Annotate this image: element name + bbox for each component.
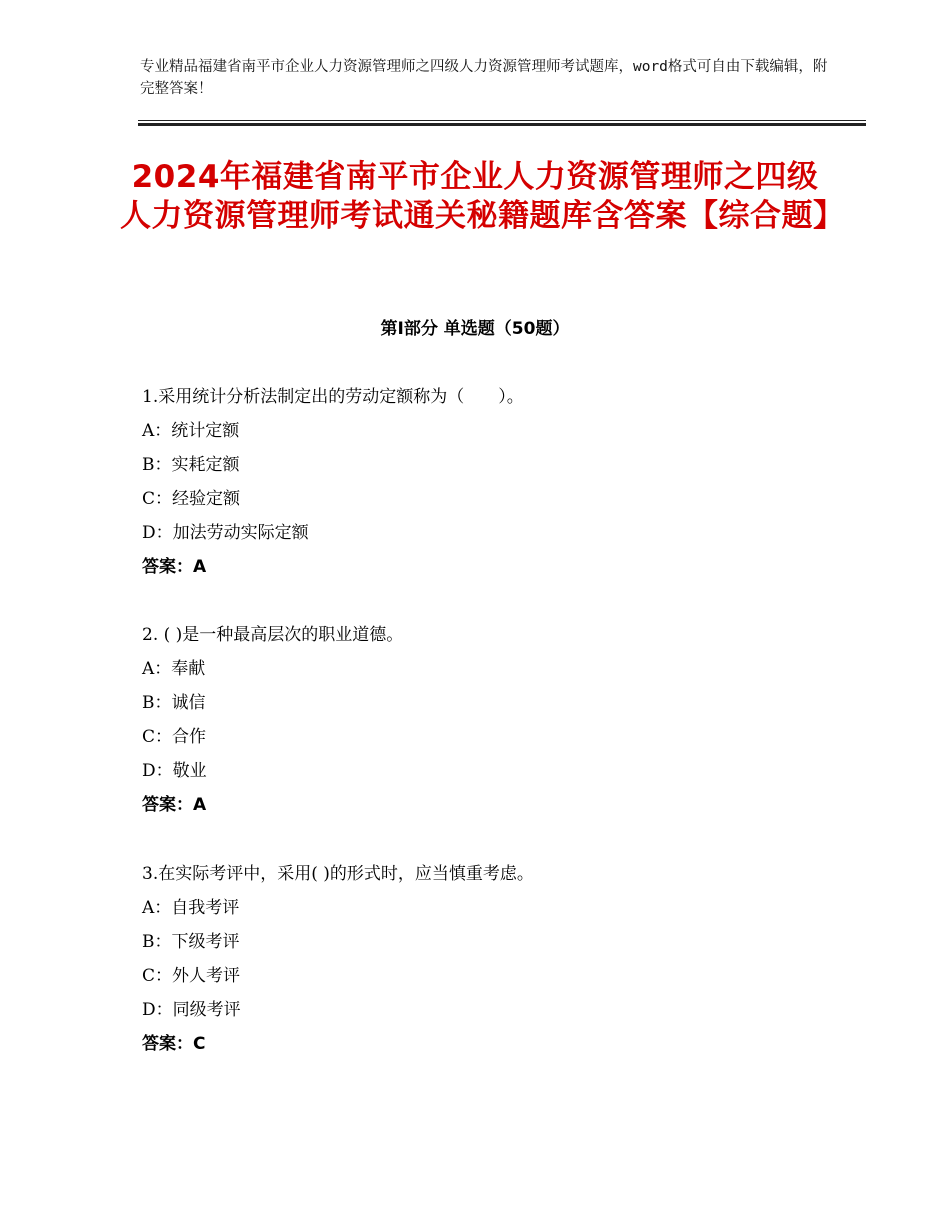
answer: 答案：C bbox=[142, 1034, 206, 1054]
option-c: C：经验定额 bbox=[142, 489, 241, 509]
option-d: D：敬业 bbox=[142, 761, 207, 781]
question-stem: 2. ( )是一种最高层次的职业道德。 bbox=[142, 625, 404, 645]
option-b: B：实耗定额 bbox=[142, 455, 240, 475]
option-d: D：加法劳动实际定额 bbox=[142, 523, 309, 543]
question-stem: 1.采用统计分析法制定出的劳动定额称为（ ）。 bbox=[142, 387, 524, 407]
option-d: D：同级考评 bbox=[142, 1000, 241, 1020]
option-a: A：自我考评 bbox=[142, 898, 240, 918]
option-a: A：奉献 bbox=[142, 659, 206, 679]
header-note: 专业精品福建省南平市企业人力资源管理师之四级人力资源管理师考试题库，word格式可自由下载编辑，附完整答案！ bbox=[140, 59, 828, 97]
option-c: C：合作 bbox=[142, 727, 207, 747]
question-1 bbox=[142, 380, 842, 584]
question-stem: 3.在实际考评中，采用( )的形式时，应当慎重考虑。 bbox=[142, 864, 534, 884]
document-title: 2024年福建省南平市企业人力资源管理师之四级人力资源管理师考试通关秘籍题库含答案【综合题】 bbox=[120, 159, 845, 234]
question-3 bbox=[142, 857, 842, 1061]
section-title: 第Ⅰ部分 单选题（50题） bbox=[380, 319, 570, 339]
header-divider-thin bbox=[138, 120, 866, 121]
question-2 bbox=[142, 618, 842, 822]
option-b: B：诚信 bbox=[142, 693, 206, 713]
option-b: B：下级考评 bbox=[142, 932, 240, 952]
option-c: C：外人考评 bbox=[142, 966, 241, 986]
option-a: A：统计定额 bbox=[142, 421, 240, 441]
answer: 答案：A bbox=[142, 795, 207, 815]
answer: 答案：A bbox=[142, 557, 207, 577]
header-divider-thick bbox=[138, 123, 866, 126]
